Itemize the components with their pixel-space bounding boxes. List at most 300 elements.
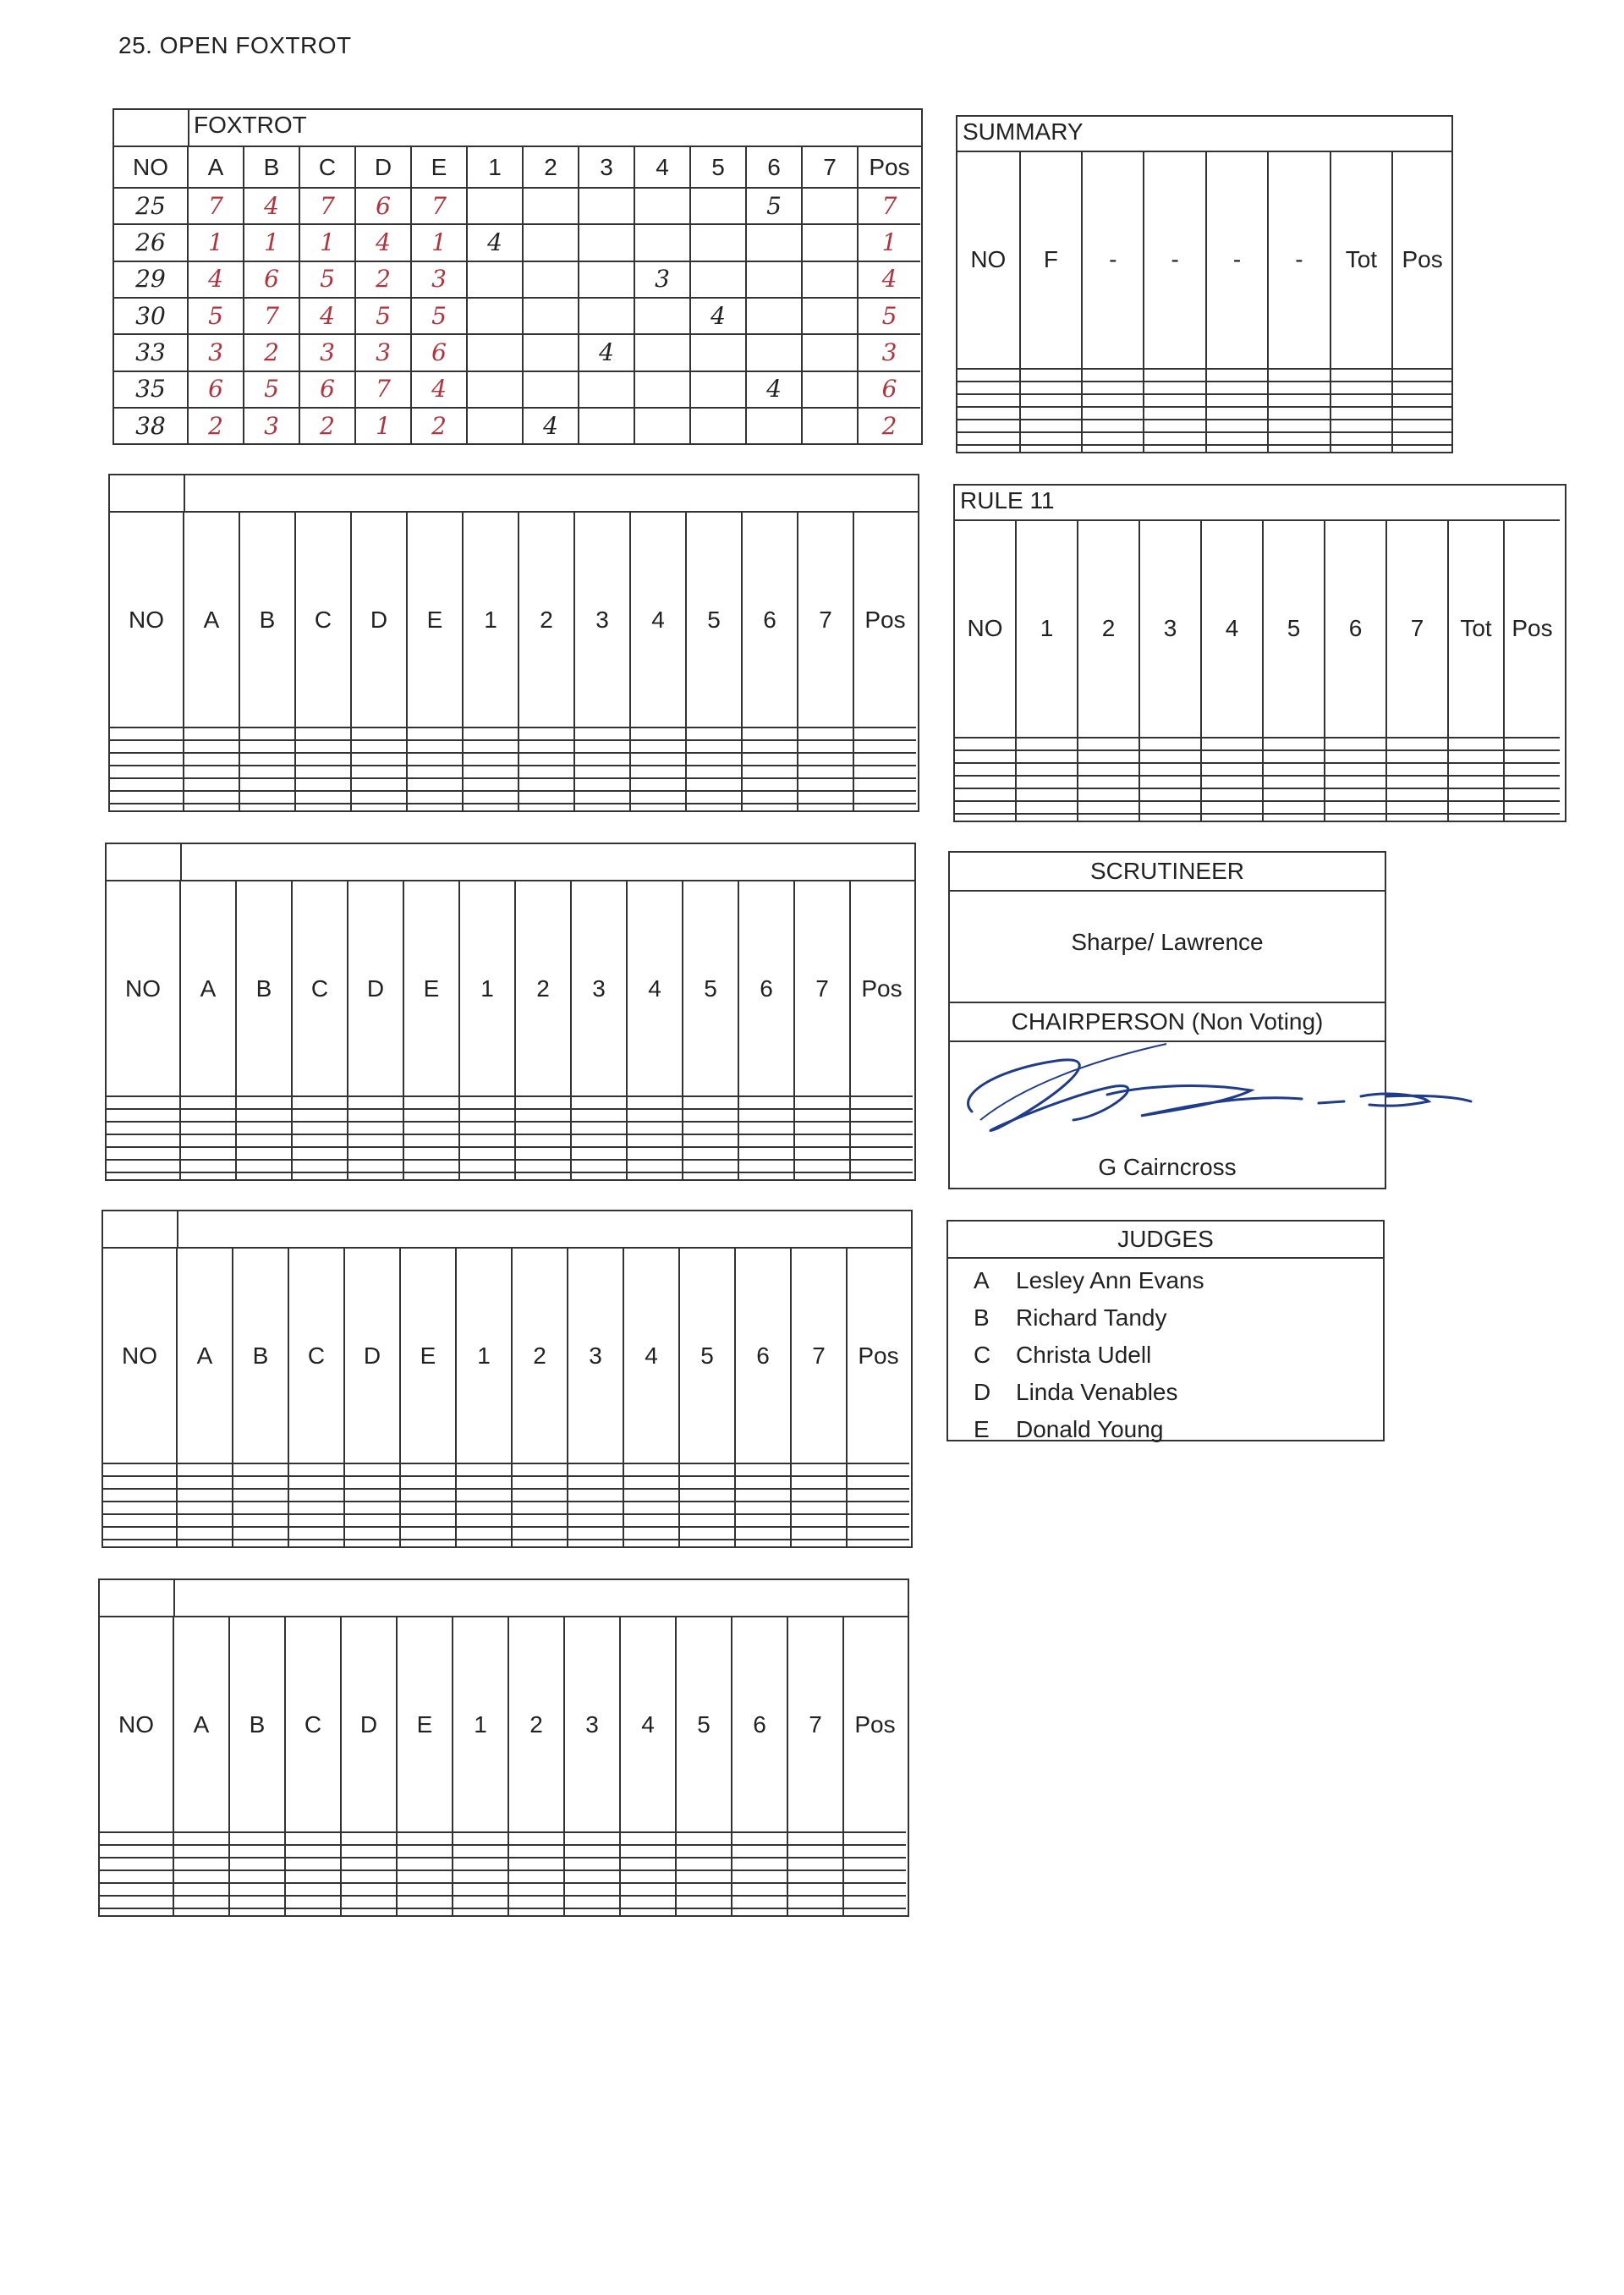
empty-cell bbox=[341, 1870, 397, 1883]
rule11-grid bbox=[955, 519, 1560, 821]
empty-cell bbox=[403, 1122, 459, 1134]
empty-cell bbox=[400, 1540, 456, 1546]
empty-cell bbox=[1144, 445, 1205, 452]
empty-cell bbox=[574, 727, 630, 740]
empty-cell bbox=[1448, 814, 1504, 821]
empty-cell bbox=[110, 753, 184, 766]
empty-cell bbox=[1330, 394, 1393, 407]
marks-header-cell: 2 bbox=[512, 1248, 568, 1463]
empty-cell bbox=[100, 1858, 173, 1870]
empty-cell bbox=[1263, 788, 1325, 801]
empty-cell bbox=[407, 766, 463, 778]
table-row bbox=[114, 298, 920, 334]
empty-cell bbox=[686, 766, 742, 778]
empty-cell bbox=[798, 753, 853, 766]
empty-cell bbox=[285, 1883, 341, 1896]
judge-entry bbox=[974, 1304, 1166, 1331]
summary-header-cell: - bbox=[1268, 151, 1330, 369]
judge-mark: 4 bbox=[299, 298, 355, 334]
judge-name: Linda Venables bbox=[1016, 1379, 1178, 1405]
empty-cell bbox=[397, 1883, 453, 1896]
empty-cell bbox=[1392, 369, 1451, 382]
empty-cell bbox=[1268, 407, 1330, 420]
couple-number: 30 bbox=[114, 298, 188, 334]
empty-cell bbox=[676, 1908, 732, 1915]
empty-cell bbox=[1082, 382, 1144, 394]
empty-cell bbox=[518, 740, 574, 753]
empty-cell bbox=[285, 1896, 341, 1908]
empty-cell bbox=[233, 1514, 288, 1527]
rule11-header-cell: NO bbox=[955, 520, 1016, 738]
empty-cell bbox=[463, 766, 518, 778]
empty-cell bbox=[1386, 738, 1448, 750]
judge-mark: 3 bbox=[355, 334, 411, 371]
empty-cell bbox=[794, 1134, 850, 1147]
marks-header-cell: 4 bbox=[634, 146, 690, 188]
officials-panel bbox=[948, 851, 1386, 1189]
empty-cell bbox=[683, 1122, 738, 1134]
empty-cell bbox=[229, 1832, 285, 1845]
empty-cell bbox=[630, 753, 686, 766]
couple-number: 26 bbox=[114, 224, 188, 261]
empty-cell bbox=[568, 1489, 623, 1502]
empty-cell bbox=[1325, 750, 1386, 763]
judges-title: JUDGES bbox=[948, 1222, 1383, 1259]
empty-cell bbox=[683, 1172, 738, 1179]
marks-header-cell: D bbox=[351, 512, 407, 727]
empty-cell bbox=[295, 766, 351, 778]
empty-cell bbox=[791, 1476, 847, 1489]
empty-cell bbox=[620, 1870, 676, 1883]
marks-header-cell: C bbox=[285, 1617, 341, 1832]
empty-cell bbox=[847, 1540, 909, 1546]
empty-cell bbox=[957, 432, 1020, 445]
empty-cell bbox=[1082, 420, 1144, 432]
empty-cell bbox=[955, 788, 1016, 801]
empty-cell bbox=[1504, 750, 1560, 763]
place-count: 4 bbox=[690, 298, 746, 334]
empty-cell bbox=[850, 1096, 913, 1109]
empty-cell bbox=[676, 1858, 732, 1870]
empty-cell bbox=[508, 1858, 564, 1870]
empty-cell bbox=[568, 1476, 623, 1489]
judges-panel bbox=[946, 1220, 1385, 1441]
empty-cell bbox=[397, 1870, 453, 1883]
empty-cell bbox=[403, 1109, 459, 1122]
place-count bbox=[802, 408, 858, 443]
judge-mark: 5 bbox=[299, 261, 355, 298]
empty-cell bbox=[456, 1540, 512, 1546]
empty-cell bbox=[676, 1870, 732, 1883]
empty-cell bbox=[508, 1845, 564, 1858]
empty-cell bbox=[403, 1147, 459, 1160]
empty-cell bbox=[1504, 814, 1560, 821]
empty-cell bbox=[103, 1540, 177, 1546]
empty-cell bbox=[843, 1883, 906, 1896]
empty-cell bbox=[1263, 738, 1325, 750]
empty-cell bbox=[407, 740, 463, 753]
empty-cell bbox=[397, 1858, 453, 1870]
empty-cell bbox=[1448, 776, 1504, 788]
judge-mark: 5 bbox=[411, 298, 467, 334]
empty-cell bbox=[798, 727, 853, 740]
place-count bbox=[523, 298, 579, 334]
empty-cell bbox=[623, 1527, 679, 1540]
empty-cell bbox=[847, 1514, 909, 1527]
marks-header-cell: 6 bbox=[738, 881, 794, 1096]
empty-cell bbox=[463, 727, 518, 740]
empty-cell bbox=[351, 778, 407, 791]
empty-cell bbox=[794, 1122, 850, 1134]
marks-header-cell: 1 bbox=[459, 881, 515, 1096]
empty-cell bbox=[463, 778, 518, 791]
judge-mark: 1 bbox=[355, 408, 411, 443]
empty-cell bbox=[236, 1172, 292, 1179]
empty-cell bbox=[397, 1832, 453, 1845]
marks-header-cell: 4 bbox=[630, 512, 686, 727]
empty-cell bbox=[403, 1134, 459, 1147]
empty-cell bbox=[787, 1896, 843, 1908]
place-count bbox=[690, 261, 746, 298]
empty-cell bbox=[679, 1527, 735, 1540]
empty-cell bbox=[292, 1134, 348, 1147]
empty-cell bbox=[518, 766, 574, 778]
empty-cell bbox=[351, 727, 407, 740]
empty-cell bbox=[177, 1514, 233, 1527]
marks-header-cell: 2 bbox=[508, 1617, 564, 1832]
marks-header-cell: 7 bbox=[802, 146, 858, 188]
empty-cell bbox=[180, 1122, 236, 1134]
empty-cell bbox=[341, 1896, 397, 1908]
empty-cell bbox=[630, 791, 686, 804]
marks-header-cell: 3 bbox=[571, 881, 627, 1096]
empty-cell bbox=[794, 1172, 850, 1179]
empty-cell bbox=[180, 1172, 236, 1179]
place-count bbox=[746, 334, 802, 371]
marks-header-cell: 2 bbox=[518, 512, 574, 727]
empty-cell bbox=[627, 1122, 683, 1134]
empty-cell bbox=[239, 740, 295, 753]
empty-cell bbox=[787, 1858, 843, 1870]
empty-cell bbox=[518, 791, 574, 804]
empty-cell bbox=[843, 1832, 906, 1845]
empty-cell bbox=[177, 1463, 233, 1476]
empty-cell bbox=[564, 1870, 620, 1883]
empty-cell bbox=[1392, 420, 1451, 432]
empty-cell bbox=[732, 1832, 787, 1845]
marks-header-cell: B bbox=[229, 1617, 285, 1832]
place-count bbox=[523, 261, 579, 298]
empty-cell bbox=[1139, 750, 1201, 763]
empty-cell bbox=[456, 1489, 512, 1502]
empty-cell bbox=[738, 1122, 794, 1134]
empty-cell bbox=[1386, 814, 1448, 821]
rule11-title: RULE 11 bbox=[960, 487, 1055, 513]
empty-cell bbox=[173, 1870, 229, 1883]
empty-cell bbox=[1330, 432, 1393, 445]
empty-cell bbox=[233, 1476, 288, 1489]
marks-header-cell: 5 bbox=[690, 146, 746, 188]
empty-cell bbox=[512, 1514, 568, 1527]
empty-cell bbox=[110, 727, 184, 740]
empty-cell bbox=[564, 1896, 620, 1908]
empty-cell bbox=[407, 804, 463, 810]
blank-marks-grid bbox=[107, 880, 913, 1179]
empty-cell bbox=[620, 1908, 676, 1915]
empty-cell bbox=[735, 1540, 791, 1546]
empty-cell bbox=[574, 740, 630, 753]
empty-cell bbox=[288, 1476, 344, 1489]
empty-cell bbox=[568, 1463, 623, 1476]
empty-cell bbox=[341, 1858, 397, 1870]
empty-cell bbox=[397, 1896, 453, 1908]
marks-header-cell: 6 bbox=[735, 1248, 791, 1463]
empty-cell bbox=[173, 1883, 229, 1896]
empty-cell bbox=[515, 1096, 571, 1109]
empty-cell bbox=[627, 1160, 683, 1172]
empty-cell bbox=[791, 1540, 847, 1546]
empty-cell bbox=[623, 1514, 679, 1527]
empty-cell bbox=[1330, 382, 1393, 394]
empty-cell bbox=[571, 1172, 627, 1179]
empty-cell bbox=[1020, 394, 1082, 407]
empty-cell bbox=[508, 1908, 564, 1915]
empty-cell bbox=[732, 1896, 787, 1908]
empty-cell bbox=[1206, 407, 1268, 420]
empty-cell bbox=[107, 1160, 180, 1172]
empty-cell bbox=[184, 727, 239, 740]
marks-header-cell: C bbox=[295, 512, 351, 727]
judge-mark: 5 bbox=[244, 371, 299, 408]
empty-cell bbox=[957, 394, 1020, 407]
empty-cell bbox=[1201, 788, 1263, 801]
empty-cell bbox=[1020, 432, 1082, 445]
empty-cell bbox=[463, 740, 518, 753]
summary-header-cell: Pos bbox=[1392, 151, 1451, 369]
empty-cell bbox=[515, 1172, 571, 1179]
empty-cell bbox=[1263, 814, 1325, 821]
empty-cell bbox=[623, 1502, 679, 1514]
empty-cell bbox=[1504, 801, 1560, 814]
empty-cell bbox=[351, 804, 407, 810]
empty-cell bbox=[348, 1160, 403, 1172]
empty-cell bbox=[229, 1908, 285, 1915]
empty-cell bbox=[453, 1845, 508, 1858]
empty-cell bbox=[1016, 801, 1078, 814]
place-count bbox=[579, 371, 634, 408]
empty-cell bbox=[103, 1502, 177, 1514]
empty-cell bbox=[229, 1896, 285, 1908]
empty-cell bbox=[177, 1476, 233, 1489]
chairperson-label: CHAIRPERSON (Non Voting) bbox=[950, 1002, 1385, 1042]
empty-cell bbox=[620, 1896, 676, 1908]
marks-header-cell: D bbox=[344, 1248, 400, 1463]
empty-cell bbox=[564, 1845, 620, 1858]
couple-number: 25 bbox=[114, 188, 188, 224]
place-count: 4 bbox=[579, 334, 634, 371]
empty-cell bbox=[512, 1489, 568, 1502]
scrutineer-name: Sharpe/ Lawrence bbox=[1071, 929, 1264, 955]
empty-cell bbox=[456, 1476, 512, 1489]
empty-cell bbox=[1392, 432, 1451, 445]
table-row bbox=[114, 371, 920, 408]
empty-cell bbox=[351, 766, 407, 778]
empty-cell bbox=[173, 1832, 229, 1845]
empty-cell bbox=[236, 1096, 292, 1109]
place-count bbox=[802, 224, 858, 261]
empty-cell bbox=[180, 1109, 236, 1122]
empty-cell bbox=[738, 1096, 794, 1109]
empty-cell bbox=[110, 740, 184, 753]
summary-header-cell: F bbox=[1020, 151, 1082, 369]
couple-number: 38 bbox=[114, 408, 188, 443]
empty-cell bbox=[574, 804, 630, 810]
place-count bbox=[634, 298, 690, 334]
rule11-header-cell: 6 bbox=[1325, 520, 1386, 738]
empty-cell bbox=[571, 1122, 627, 1134]
empty-cell bbox=[1206, 382, 1268, 394]
marks-header-cell: 7 bbox=[791, 1248, 847, 1463]
empty-cell bbox=[850, 1134, 913, 1147]
judge-mark: 7 bbox=[299, 188, 355, 224]
empty-cell bbox=[229, 1870, 285, 1883]
empty-cell bbox=[732, 1858, 787, 1870]
empty-cell bbox=[1392, 445, 1451, 452]
place-count bbox=[690, 188, 746, 224]
empty-cell bbox=[512, 1540, 568, 1546]
rule11-table bbox=[953, 484, 1566, 822]
empty-cell bbox=[456, 1463, 512, 1476]
place-count bbox=[746, 408, 802, 443]
empty-cell bbox=[1201, 801, 1263, 814]
empty-cell bbox=[295, 791, 351, 804]
empty-cell bbox=[1206, 445, 1268, 452]
empty-cell bbox=[456, 1514, 512, 1527]
empty-cell bbox=[1206, 369, 1268, 382]
empty-cell bbox=[1330, 445, 1393, 452]
judge-mark: 2 bbox=[244, 334, 299, 371]
summary-title: SUMMARY bbox=[963, 118, 1084, 145]
empty-cell bbox=[295, 804, 351, 810]
place-count bbox=[579, 261, 634, 298]
marks-header-cell: 5 bbox=[676, 1617, 732, 1832]
empty-cell bbox=[341, 1883, 397, 1896]
empty-cell bbox=[742, 791, 798, 804]
marks-header-cell: Pos bbox=[853, 512, 916, 727]
judge-mark: 3 bbox=[188, 334, 244, 371]
empty-cell bbox=[564, 1832, 620, 1845]
empty-cell bbox=[1082, 445, 1144, 452]
place-count bbox=[746, 224, 802, 261]
table-row bbox=[114, 261, 920, 298]
empty-cell bbox=[236, 1160, 292, 1172]
empty-cell bbox=[1016, 814, 1078, 821]
marks-header-cell: 4 bbox=[623, 1248, 679, 1463]
empty-cell bbox=[173, 1845, 229, 1858]
empty-cell bbox=[288, 1527, 344, 1540]
empty-cell bbox=[515, 1122, 571, 1134]
marks-header-cell: B bbox=[236, 881, 292, 1096]
empty-cell bbox=[787, 1870, 843, 1883]
empty-cell bbox=[853, 740, 916, 753]
empty-cell bbox=[957, 369, 1020, 382]
empty-cell bbox=[1144, 432, 1205, 445]
empty-cell bbox=[285, 1908, 341, 1915]
empty-cell bbox=[564, 1883, 620, 1896]
empty-cell bbox=[735, 1514, 791, 1527]
rule11-header-cell: 2 bbox=[1078, 520, 1139, 738]
empty-cell bbox=[1082, 369, 1144, 382]
empty-cell bbox=[798, 766, 853, 778]
blank-marks-table-4 bbox=[98, 1578, 909, 1917]
marks-header-cell: Pos bbox=[850, 881, 913, 1096]
empty-cell bbox=[791, 1463, 847, 1476]
empty-cell bbox=[1392, 382, 1451, 394]
empty-cell bbox=[568, 1527, 623, 1540]
empty-cell bbox=[351, 740, 407, 753]
empty-cell bbox=[787, 1832, 843, 1845]
empty-cell bbox=[1016, 776, 1078, 788]
empty-cell bbox=[847, 1527, 909, 1540]
judge-letter: A bbox=[974, 1267, 990, 1293]
empty-cell bbox=[623, 1476, 679, 1489]
empty-cell bbox=[564, 1858, 620, 1870]
empty-cell bbox=[180, 1134, 236, 1147]
empty-cell bbox=[103, 1463, 177, 1476]
empty-cell bbox=[233, 1489, 288, 1502]
empty-cell bbox=[459, 1172, 515, 1179]
empty-cell bbox=[518, 778, 574, 791]
empty-cell bbox=[515, 1134, 571, 1147]
place-count bbox=[802, 371, 858, 408]
empty-cell bbox=[630, 804, 686, 810]
empty-cell bbox=[1325, 788, 1386, 801]
empty-cell bbox=[1082, 407, 1144, 420]
blank-marks-grid bbox=[100, 1616, 906, 1915]
rule11-header-cell: 3 bbox=[1139, 520, 1201, 738]
empty-cell bbox=[239, 727, 295, 740]
place-count: 4 bbox=[746, 371, 802, 408]
marks-header-cell: 4 bbox=[620, 1617, 676, 1832]
empty-cell bbox=[735, 1527, 791, 1540]
empty-cell bbox=[518, 804, 574, 810]
empty-cell bbox=[738, 1134, 794, 1147]
empty-cell bbox=[173, 1858, 229, 1870]
table-row bbox=[114, 408, 920, 443]
empty-cell bbox=[348, 1109, 403, 1122]
summary-header-cell: NO bbox=[957, 151, 1020, 369]
judge-name: Christa Udell bbox=[1016, 1342, 1152, 1368]
empty-cell bbox=[955, 738, 1016, 750]
foxtrot-marks-table bbox=[112, 108, 923, 445]
empty-cell bbox=[348, 1147, 403, 1160]
empty-cell bbox=[107, 1172, 180, 1179]
empty-cell bbox=[791, 1514, 847, 1527]
empty-cell bbox=[1325, 776, 1386, 788]
empty-cell bbox=[110, 778, 184, 791]
marks-header-cell: 5 bbox=[686, 512, 742, 727]
empty-cell bbox=[453, 1908, 508, 1915]
empty-cell bbox=[453, 1832, 508, 1845]
judge-name: Richard Tandy bbox=[1016, 1304, 1167, 1331]
judge-mark: 4 bbox=[244, 188, 299, 224]
place-count: 4 bbox=[467, 224, 523, 261]
empty-cell bbox=[173, 1896, 229, 1908]
chairperson-name: G Cairncross bbox=[1098, 1154, 1237, 1180]
empty-cell bbox=[738, 1109, 794, 1122]
summary-table bbox=[956, 115, 1453, 453]
empty-cell bbox=[853, 778, 916, 791]
